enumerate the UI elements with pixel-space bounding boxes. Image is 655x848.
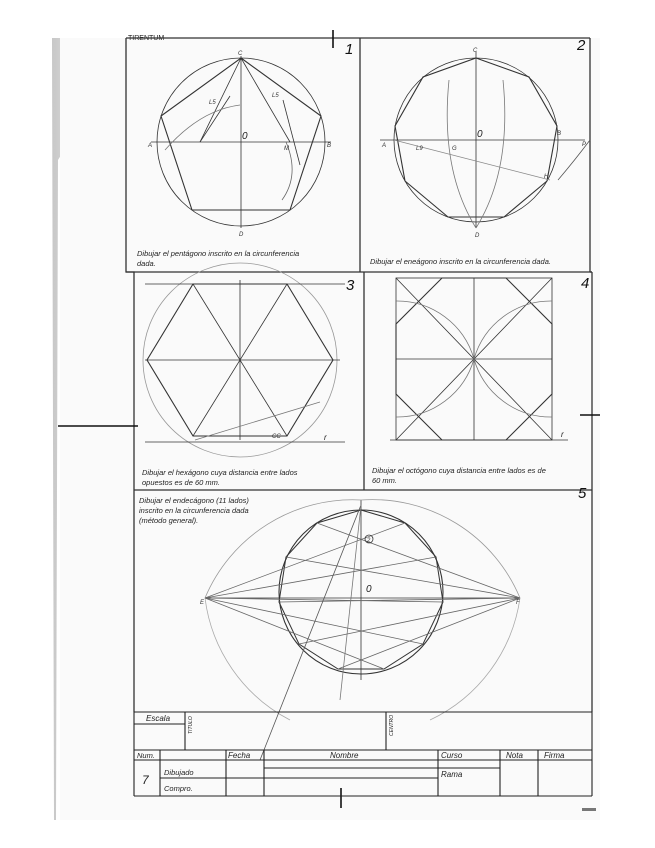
svg-text:M: M (284, 146, 289, 152)
svg-text:D: D (475, 233, 480, 239)
rama-label: Rama (441, 770, 463, 779)
svg-text:B: B (557, 131, 562, 137)
svg-text:60 mm.: 60 mm. (372, 476, 398, 485)
svg-text:P: P (582, 142, 587, 148)
curso-label: Curso (441, 751, 463, 760)
svg-text:(método general).: (método general). (139, 516, 199, 525)
exercise-5-number: 5 (578, 485, 587, 502)
svg-text:CC: CC (272, 434, 281, 440)
scan-mark (582, 808, 596, 811)
svg-text:A: A (382, 143, 387, 149)
titulo-label: TITULO (188, 716, 194, 734)
svg-text:C: C (238, 51, 243, 57)
centro-label: CENTRO (389, 714, 395, 736)
svg-text:inscrito en la circunferencia: inscrito en la circunferencia dada (139, 506, 249, 515)
sheet-number: 7 (142, 773, 149, 787)
exercise-4-number: 4 (581, 275, 590, 292)
nombre-label: Nombre (330, 751, 359, 760)
exercise-2-caption: Dibujar el eneágono inscrito en la circunferencia dada. (370, 257, 551, 266)
paper (60, 38, 600, 820)
exercise-5-caption: Dibujar el endecágono (11 lados) (139, 496, 249, 505)
svg-text:E: E (200, 600, 205, 606)
svg-text:B: B (327, 143, 332, 149)
exercise-1-number: 1 (345, 41, 354, 58)
svg-text:0: 0 (242, 131, 248, 142)
svg-text:0: 0 (477, 129, 483, 140)
firma-label: Firma (544, 751, 565, 760)
dibujado-label: Dibujado (164, 768, 194, 777)
exercise-3-caption: Dibujar el hexágono cuya distancia entre lados (142, 468, 298, 477)
exercise-4-caption: Dibujar el octógono cuya distancia entre lados es de (372, 466, 546, 475)
svg-text:r: r (324, 433, 327, 442)
num-label: Num. (137, 751, 155, 760)
svg-text:L5: L5 (209, 100, 216, 106)
svg-text:G: G (452, 146, 457, 152)
svg-text:0: 0 (366, 584, 372, 595)
svg-text:2: 2 (367, 538, 371, 544)
exercise-3-number: 3 (346, 277, 355, 294)
fecha-label: Fecha (228, 751, 251, 760)
svg-text:dada.: dada. (137, 259, 156, 268)
svg-text:r: r (561, 430, 564, 439)
escala-label: Escala (146, 714, 171, 723)
svg-text:F: F (516, 600, 520, 606)
svg-text:L5: L5 (272, 93, 279, 99)
svg-text:C: C (473, 48, 478, 54)
svg-text:H: H (544, 174, 549, 180)
nota-label: Nota (506, 751, 523, 760)
svg-text:opuestos es de 60 mm.: opuestos es de 60 mm. (142, 478, 220, 487)
compro-label: Compro. (164, 784, 193, 793)
exercise-2-number: 2 (577, 37, 586, 54)
svg-text:L9: L9 (416, 146, 423, 152)
svg-text:D: D (239, 232, 244, 238)
svg-text:A: A (148, 143, 153, 149)
exercise-1-caption: Dibujar el pentágono inscrito en la circunferencia (137, 249, 300, 258)
header-text: TIRENTUM (128, 35, 165, 42)
